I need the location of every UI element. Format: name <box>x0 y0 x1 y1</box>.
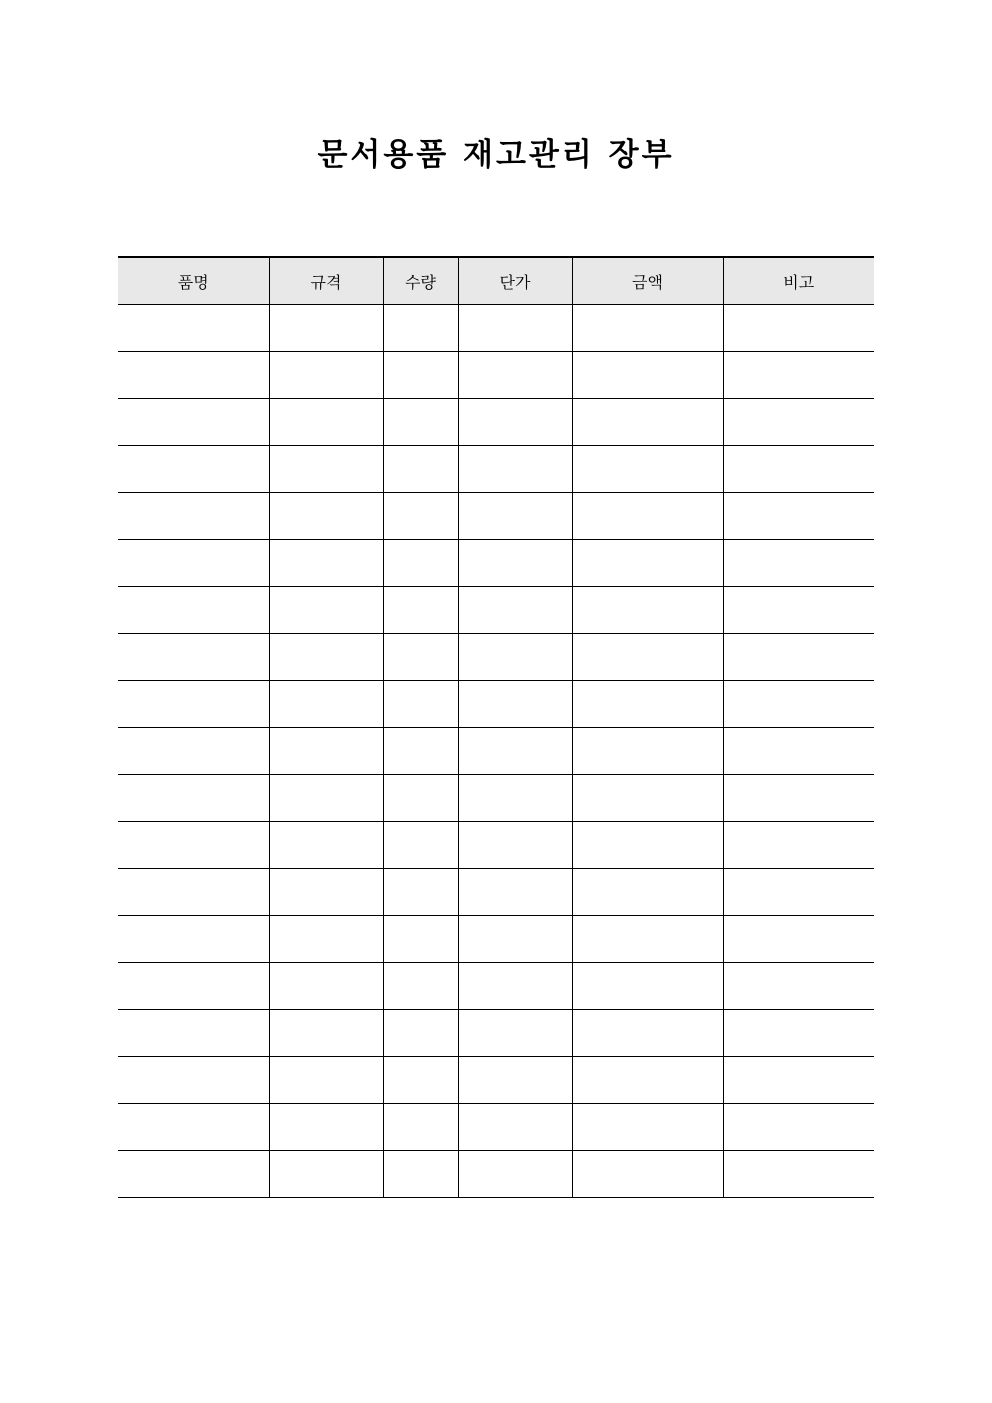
cell-unit-price[interactable] <box>458 634 572 681</box>
cell-unit-price[interactable] <box>458 493 572 540</box>
header-amount: 금액 <box>572 257 723 305</box>
cell-spec[interactable] <box>269 305 383 352</box>
cell-quantity[interactable] <box>383 869 458 916</box>
cell-spec[interactable] <box>269 493 383 540</box>
cell-unit-price[interactable] <box>458 1057 572 1104</box>
cell-spec[interactable] <box>269 587 383 634</box>
cell-item-name[interactable] <box>118 540 269 587</box>
table-row <box>118 352 874 399</box>
cell-amount[interactable] <box>572 916 723 963</box>
cell-unit-price[interactable] <box>458 540 572 587</box>
cell-unit-price[interactable] <box>458 446 572 493</box>
cell-item-name[interactable] <box>118 822 269 869</box>
header-unit-price: 단가 <box>458 257 572 305</box>
cell-spec[interactable] <box>269 775 383 822</box>
cell-item-name[interactable] <box>118 963 269 1010</box>
cell-item-name[interactable] <box>118 869 269 916</box>
cell-amount[interactable] <box>572 540 723 587</box>
cell-remarks[interactable] <box>723 540 874 587</box>
cell-amount[interactable] <box>572 728 723 775</box>
table-row <box>118 587 874 634</box>
cell-remarks[interactable] <box>723 1151 874 1198</box>
cell-spec[interactable] <box>269 963 383 1010</box>
cell-spec[interactable] <box>269 869 383 916</box>
cell-spec[interactable] <box>269 916 383 963</box>
cell-quantity[interactable] <box>383 1010 458 1057</box>
cell-quantity[interactable] <box>383 587 458 634</box>
table-row <box>118 399 874 446</box>
cell-quantity[interactable] <box>383 446 458 493</box>
cell-quantity[interactable] <box>383 352 458 399</box>
cell-remarks[interactable] <box>723 399 874 446</box>
cell-remarks[interactable] <box>723 681 874 728</box>
cell-item-name[interactable] <box>118 916 269 963</box>
cell-item-name[interactable] <box>118 305 269 352</box>
cell-item-name[interactable] <box>118 1010 269 1057</box>
cell-item-name[interactable] <box>118 1057 269 1104</box>
cell-unit-price[interactable] <box>458 587 572 634</box>
cell-remarks[interactable] <box>723 305 874 352</box>
table-row <box>118 305 874 352</box>
cell-remarks[interactable] <box>723 728 874 775</box>
cell-quantity[interactable] <box>383 916 458 963</box>
cell-quantity[interactable] <box>383 493 458 540</box>
cell-item-name[interactable] <box>118 1151 269 1198</box>
cell-item-name[interactable] <box>118 352 269 399</box>
cell-item-name[interactable] <box>118 1104 269 1151</box>
cell-remarks[interactable] <box>723 1057 874 1104</box>
cell-unit-price[interactable] <box>458 916 572 963</box>
cell-spec[interactable] <box>269 446 383 493</box>
cell-unit-price[interactable] <box>458 869 572 916</box>
cell-spec[interactable] <box>269 352 383 399</box>
cell-remarks[interactable] <box>723 775 874 822</box>
cell-amount[interactable] <box>572 1057 723 1104</box>
cell-amount[interactable] <box>572 587 723 634</box>
table-body <box>118 305 874 1198</box>
cell-amount[interactable] <box>572 399 723 446</box>
table-header-row <box>118 257 874 305</box>
cell-unit-price[interactable] <box>458 352 572 399</box>
cell-amount[interactable] <box>572 634 723 681</box>
cell-quantity[interactable] <box>383 1104 458 1151</box>
table-row <box>118 1151 874 1198</box>
table-row <box>118 681 874 728</box>
cell-amount[interactable] <box>572 1010 723 1057</box>
cell-spec[interactable] <box>269 1104 383 1151</box>
cell-amount[interactable] <box>572 963 723 1010</box>
cell-unit-price[interactable] <box>458 963 572 1010</box>
cell-spec[interactable] <box>269 728 383 775</box>
cell-unit-price[interactable] <box>458 1010 572 1057</box>
cell-amount[interactable] <box>572 869 723 916</box>
cell-spec[interactable] <box>269 540 383 587</box>
cell-unit-price[interactable] <box>458 775 572 822</box>
cell-amount[interactable] <box>572 775 723 822</box>
cell-item-name[interactable] <box>118 775 269 822</box>
cell-remarks[interactable] <box>723 634 874 681</box>
cell-unit-price[interactable] <box>458 1104 572 1151</box>
table-row <box>118 1057 874 1104</box>
cell-spec[interactable] <box>269 1151 383 1198</box>
cell-remarks[interactable] <box>723 446 874 493</box>
cell-item-name[interactable] <box>118 634 269 681</box>
cell-spec[interactable] <box>269 1057 383 1104</box>
cell-remarks[interactable] <box>723 963 874 1010</box>
cell-spec[interactable] <box>269 399 383 446</box>
table-row <box>118 728 874 775</box>
document-title: 문서용품 재고관리 장부 <box>317 137 675 173</box>
cell-remarks[interactable] <box>723 352 874 399</box>
header-spec: 규격 <box>269 257 383 305</box>
cell-quantity[interactable] <box>383 540 458 587</box>
cell-remarks[interactable] <box>723 822 874 869</box>
cell-unit-price[interactable] <box>458 728 572 775</box>
cell-unit-price[interactable] <box>458 1151 572 1198</box>
cell-quantity[interactable] <box>383 728 458 775</box>
cell-quantity[interactable] <box>383 775 458 822</box>
table-row <box>118 916 874 963</box>
cell-spec[interactable] <box>269 1010 383 1057</box>
cell-spec[interactable] <box>269 634 383 681</box>
cell-unit-price[interactable] <box>458 681 572 728</box>
cell-quantity[interactable] <box>383 305 458 352</box>
cell-item-name[interactable] <box>118 493 269 540</box>
header-quantity: 수량 <box>383 257 458 305</box>
table-row <box>118 493 874 540</box>
table-row <box>118 822 874 869</box>
cell-item-name[interactable] <box>118 399 269 446</box>
cell-remarks[interactable] <box>723 869 874 916</box>
cell-amount[interactable] <box>572 305 723 352</box>
cell-amount[interactable] <box>572 1151 723 1198</box>
cell-quantity[interactable] <box>383 399 458 446</box>
cell-spec[interactable] <box>269 681 383 728</box>
cell-amount[interactable] <box>572 1104 723 1151</box>
cell-spec[interactable] <box>269 822 383 869</box>
table-row <box>118 634 874 681</box>
cell-item-name[interactable] <box>118 681 269 728</box>
cell-remarks[interactable] <box>723 1104 874 1151</box>
cell-quantity[interactable] <box>383 634 458 681</box>
cell-quantity[interactable] <box>383 822 458 869</box>
cell-item-name[interactable] <box>118 587 269 634</box>
cell-unit-price[interactable] <box>458 305 572 352</box>
cell-unit-price[interactable] <box>458 822 572 869</box>
header-item-name: 품명 <box>118 257 269 305</box>
cell-amount[interactable] <box>572 822 723 869</box>
cell-remarks[interactable] <box>723 493 874 540</box>
cell-remarks[interactable] <box>723 916 874 963</box>
cell-remarks[interactable] <box>723 1010 874 1057</box>
cell-quantity[interactable] <box>383 1057 458 1104</box>
cell-amount[interactable] <box>572 493 723 540</box>
table-row <box>118 869 874 916</box>
cell-quantity[interactable] <box>383 1151 458 1198</box>
cell-quantity[interactable] <box>383 681 458 728</box>
cell-item-name[interactable] <box>118 446 269 493</box>
cell-remarks[interactable] <box>723 587 874 634</box>
cell-item-name[interactable] <box>118 728 269 775</box>
inventory-table <box>118 256 874 1198</box>
table-row <box>118 1104 874 1151</box>
table-row <box>118 446 874 493</box>
cell-amount[interactable] <box>572 446 723 493</box>
cell-quantity[interactable] <box>383 963 458 1010</box>
cell-amount[interactable] <box>572 681 723 728</box>
table-row <box>118 775 874 822</box>
cell-unit-price[interactable] <box>458 399 572 446</box>
table-row <box>118 963 874 1010</box>
header-remarks: 비고 <box>723 257 874 305</box>
table-row <box>118 1010 874 1057</box>
table-row <box>118 540 874 587</box>
cell-amount[interactable] <box>572 352 723 399</box>
